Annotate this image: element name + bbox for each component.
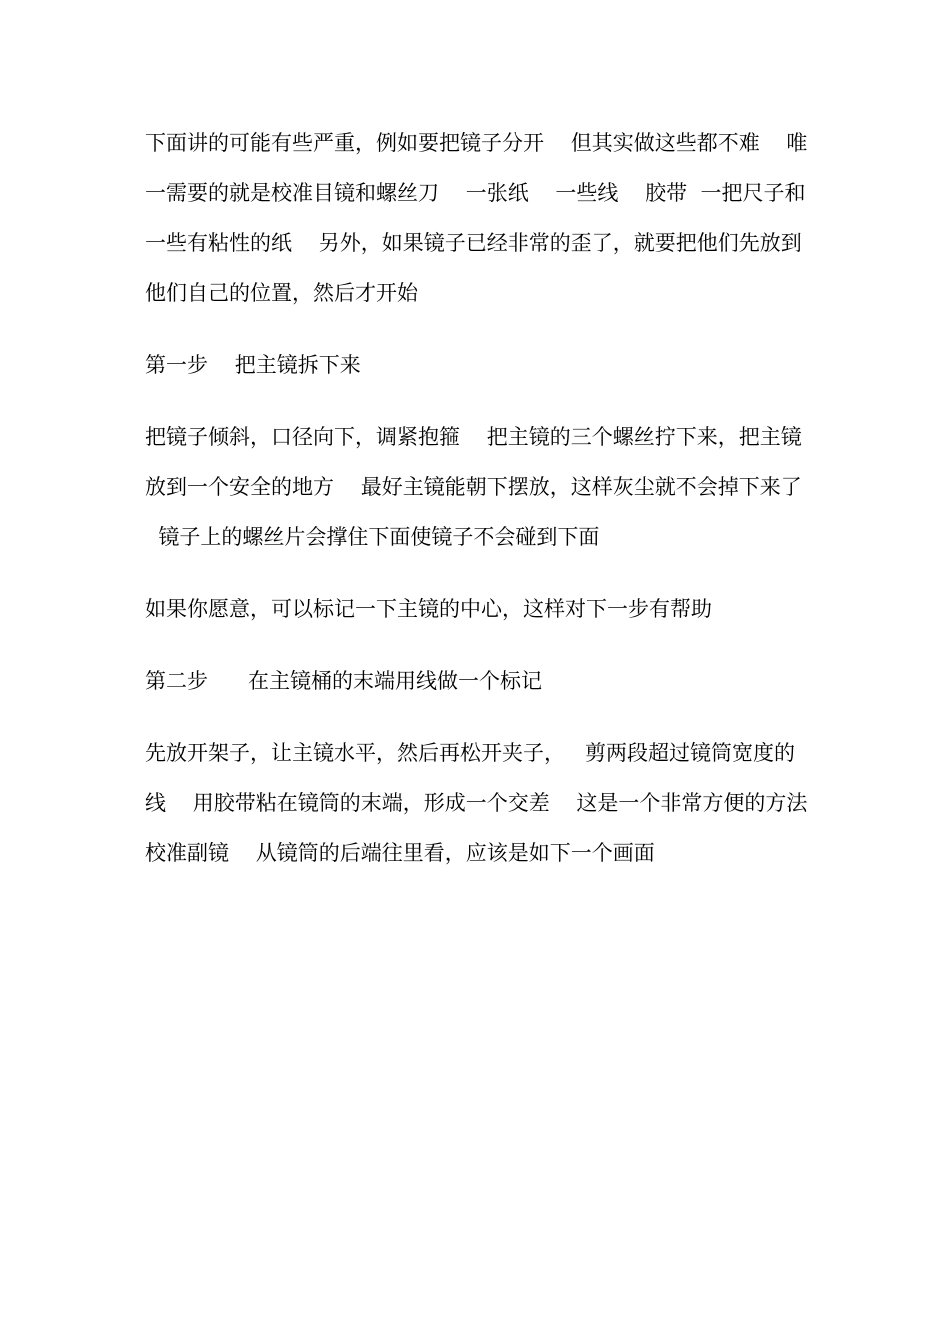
step2-line: 先放开架子，让主镜水平，然后再松开夹子， 剪两段超过镜筒宽度的 — [145, 741, 796, 765]
step2-paragraph — [145, 728, 811, 878]
step2-heading: 第二步 在主镜桶的末端用线做一个标记 — [145, 669, 543, 693]
intro-line: 下面讲的可能有些严重，例如要把镜子分开 但其实做这些都不难 唯 — [145, 131, 808, 155]
step2-line: 校准副镜 从镜筒的后端往里看，应该是如下一个画面 — [145, 841, 655, 865]
step1-line: 镜子上的螺丝片会撑住下面使镜子不会碰到下面 — [145, 525, 600, 549]
step1-line: 放到一个安全的地方 最好主镜能朝下摆放，这样灰尘就不会掉下来了 — [145, 475, 802, 499]
step1-note: 如果你愿意，可以标记一下主镜的中心，这样对下一步有帮助 — [145, 597, 712, 621]
step2-line: 线 用胶带粘在镜筒的末端，形成一个交差 这是一个非常方便的方法 — [145, 791, 808, 815]
intro-line: 他们自己的位置，然后才开始 — [145, 281, 418, 305]
document-body — [145, 118, 811, 900]
step1-heading: 第一步 把主镜拆下来 — [145, 353, 361, 377]
step1-paragraph — [145, 412, 811, 562]
intro-paragraph — [145, 118, 811, 318]
step1-line: 把镜子倾斜，口径向下，调紧抱箍 把主镜的三个螺丝拧下来，把主镜 — [145, 425, 802, 449]
intro-line: 一些有粘性的纸 另外，如果镜子已经非常的歪了，就要把他们先放到 — [145, 231, 802, 255]
intro-line: 一需要的就是校准目镜和螺丝刀 一张纸 一些线 胶带 一把尺子和 — [145, 181, 806, 205]
